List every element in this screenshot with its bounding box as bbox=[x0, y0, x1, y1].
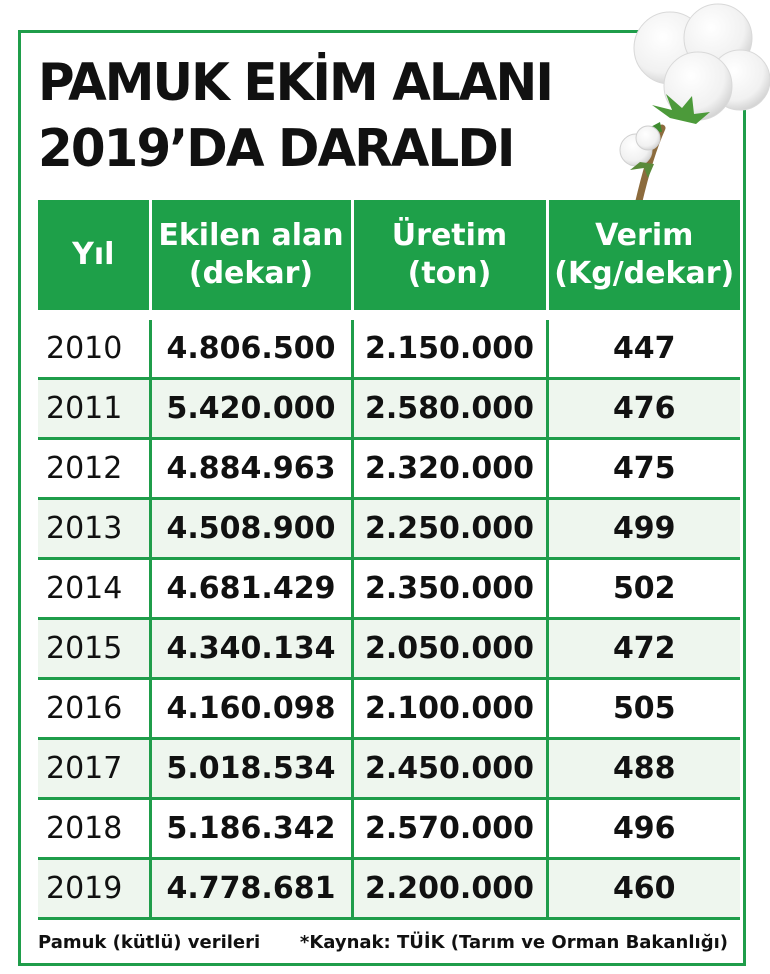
cell-yield: 472 bbox=[547, 619, 740, 679]
cell-year: 2018 bbox=[38, 799, 150, 859]
cell-production: 2.320.000 bbox=[352, 439, 547, 499]
cell-year: 2014 bbox=[38, 559, 150, 619]
table-row bbox=[38, 859, 740, 919]
footnote-source: *Kaynak: TÜİK (Tarım ve Orman Bakanlığı) bbox=[299, 932, 728, 953]
cell-yield: 447 bbox=[547, 320, 740, 379]
cell-yield: 460 bbox=[547, 859, 740, 919]
header-year: Yıl bbox=[38, 200, 150, 310]
cell-production: 2.050.000 bbox=[352, 619, 547, 679]
cell-year: 2019 bbox=[38, 859, 150, 919]
cell-year: 2012 bbox=[38, 439, 150, 499]
header-row bbox=[38, 200, 740, 310]
cell-yield: 488 bbox=[547, 739, 740, 799]
cell-production: 2.570.000 bbox=[352, 799, 547, 859]
cell-production: 2.200.000 bbox=[352, 859, 547, 919]
table-row bbox=[38, 320, 740, 379]
cell-yield: 502 bbox=[547, 559, 740, 619]
header-production: Üretim (ton) bbox=[352, 200, 547, 310]
cell-area: 4.160.098 bbox=[150, 679, 352, 739]
cell-area: 4.884.963 bbox=[150, 439, 352, 499]
title-line-2: 2019’DA DARALDI bbox=[38, 119, 514, 179]
cell-yield: 505 bbox=[547, 679, 740, 739]
cell-production: 2.250.000 bbox=[352, 499, 547, 559]
cell-production: 2.580.000 bbox=[352, 379, 547, 439]
cell-yield: 475 bbox=[547, 439, 740, 499]
table-row bbox=[38, 619, 740, 679]
header-yield: Verim (Kg/dekar) bbox=[547, 200, 740, 310]
cell-area: 4.778.681 bbox=[150, 859, 352, 919]
title-line-1: PAMUK EKİM ALANI bbox=[38, 53, 553, 113]
cell-year: 2010 bbox=[38, 320, 150, 379]
table-row bbox=[38, 799, 740, 859]
table-row bbox=[38, 559, 740, 619]
table-row bbox=[38, 499, 740, 559]
table-row bbox=[38, 379, 740, 439]
cell-production: 2.100.000 bbox=[352, 679, 547, 739]
cell-year: 2013 bbox=[38, 499, 150, 559]
cell-year: 2016 bbox=[38, 679, 150, 739]
cell-yield: 499 bbox=[547, 499, 740, 559]
cell-yield: 496 bbox=[547, 799, 740, 859]
cell-area: 5.018.534 bbox=[150, 739, 352, 799]
cell-yield: 476 bbox=[547, 379, 740, 439]
cell-area: 5.186.342 bbox=[150, 799, 352, 859]
table-row bbox=[38, 439, 740, 499]
cell-year: 2017 bbox=[38, 739, 150, 799]
cell-year: 2015 bbox=[38, 619, 150, 679]
cotton-data-table bbox=[38, 200, 740, 920]
cell-area: 5.420.000 bbox=[150, 379, 352, 439]
table-row bbox=[38, 739, 740, 799]
cell-year: 2011 bbox=[38, 379, 150, 439]
cell-production: 2.350.000 bbox=[352, 559, 547, 619]
cell-production: 2.450.000 bbox=[352, 739, 547, 799]
cell-area: 4.681.429 bbox=[150, 559, 352, 619]
cell-area: 4.508.900 bbox=[150, 499, 352, 559]
cell-production: 2.150.000 bbox=[352, 320, 547, 379]
data-table-wrapper bbox=[38, 200, 740, 920]
header-area: Ekilen alan (dekar) bbox=[150, 200, 352, 310]
chart-title bbox=[38, 50, 552, 182]
cell-area: 4.340.134 bbox=[150, 619, 352, 679]
cotton-boll-icon bbox=[600, 0, 770, 205]
footnote-data-type: Pamuk (kütlü) verileri bbox=[38, 932, 261, 953]
table-row bbox=[38, 679, 740, 739]
cell-area: 4.806.500 bbox=[150, 320, 352, 379]
